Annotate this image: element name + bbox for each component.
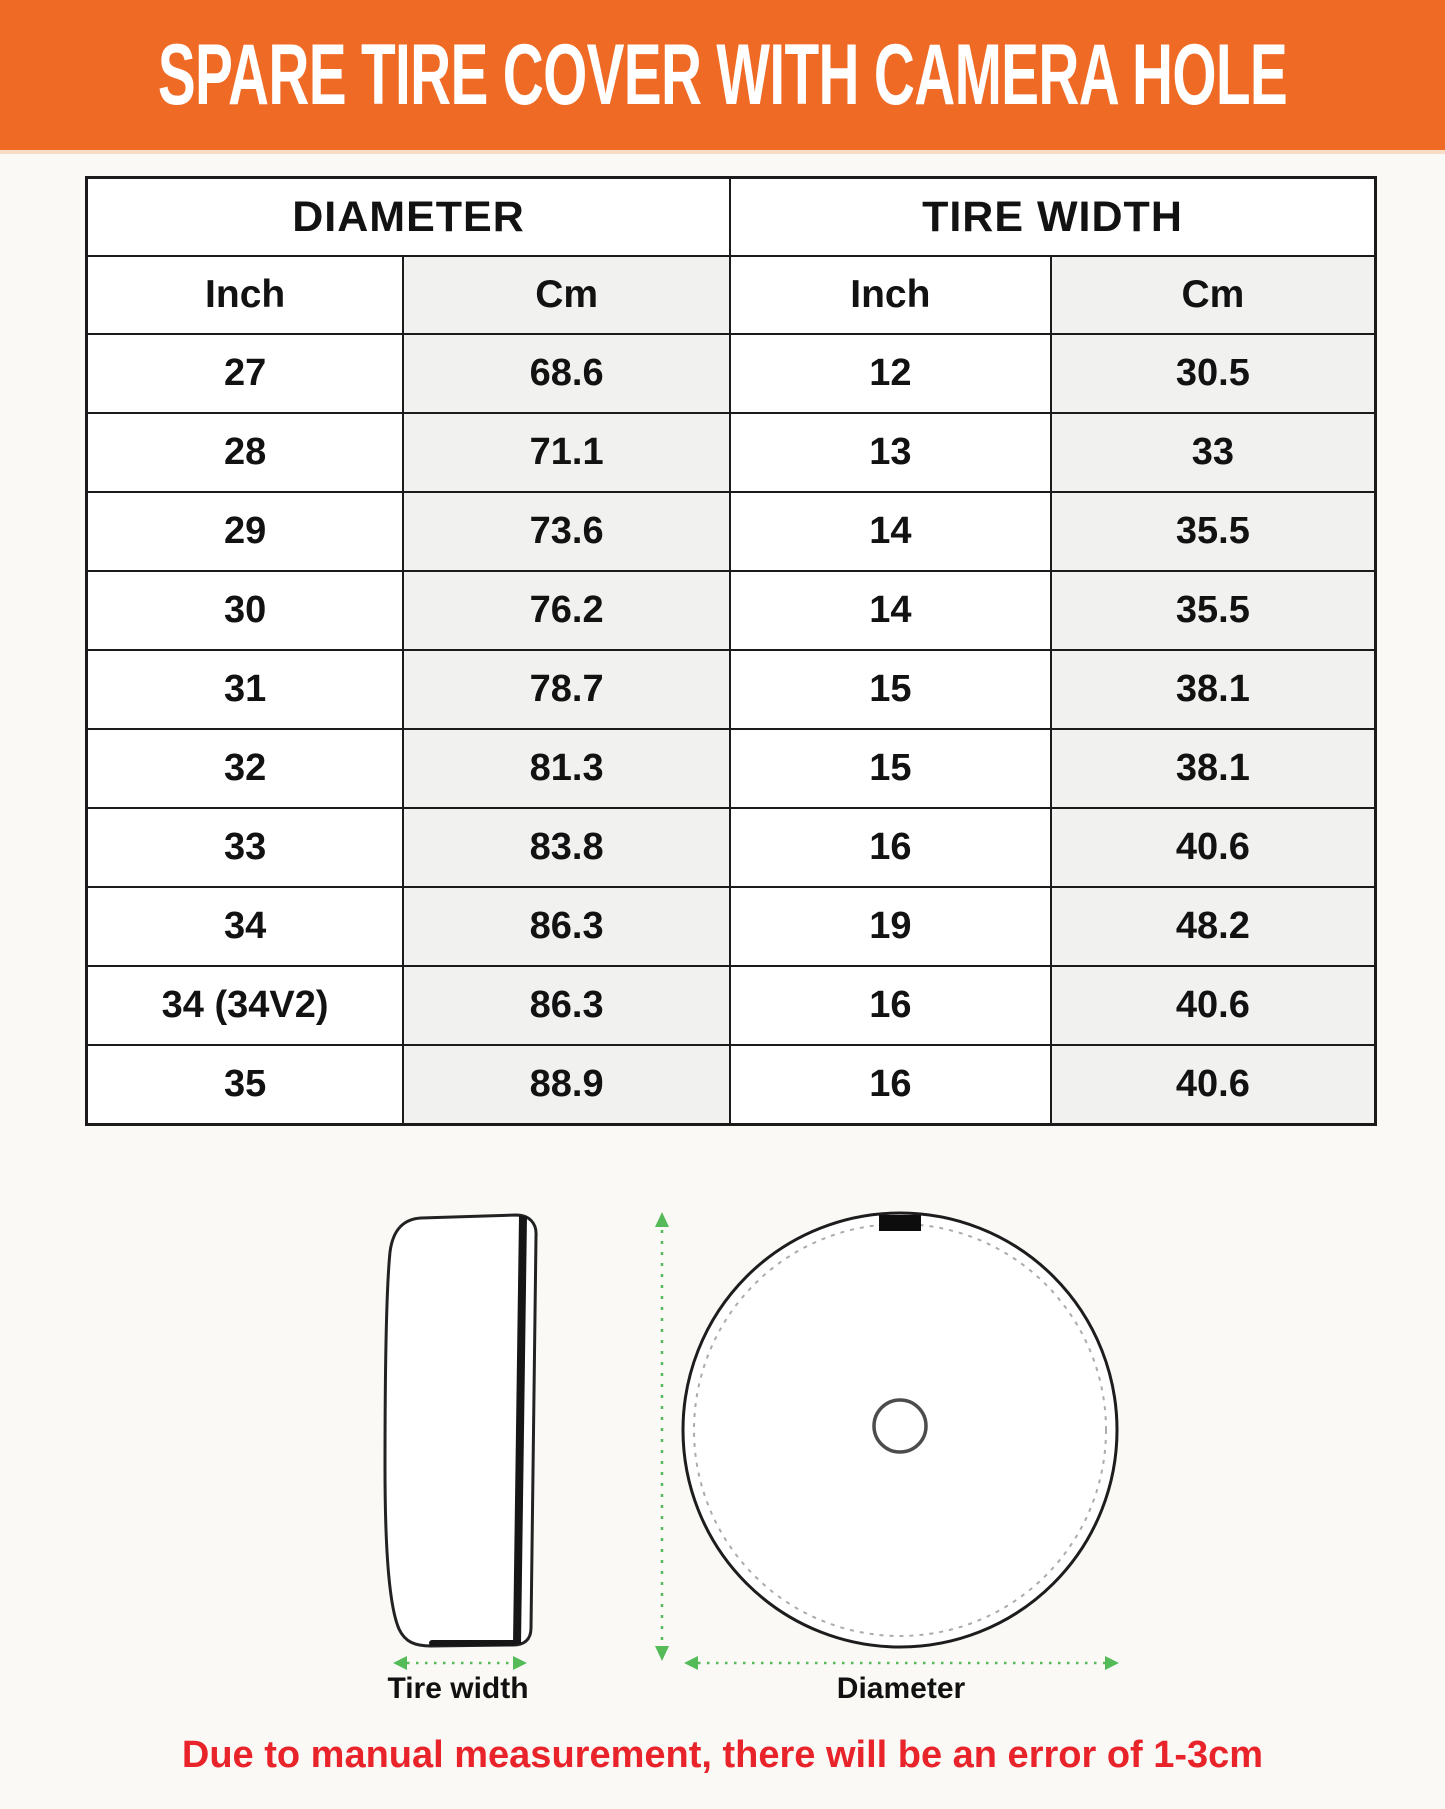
- table-body: [87, 334, 1376, 1125]
- table-cell: 86.3: [403, 887, 730, 966]
- table-cell: 73.6: [403, 492, 730, 571]
- table-cell: 30: [87, 571, 404, 650]
- tire-width-measure-arrow: [393, 1656, 527, 1670]
- table-subheader-row: [87, 256, 1376, 334]
- arrow-down-icon: [655, 1646, 669, 1661]
- table-cell: 81.3: [403, 729, 730, 808]
- column-header-diameter-inch: Inch: [87, 256, 404, 334]
- table-cell: 38.1: [1051, 650, 1376, 729]
- table-cell: 83.8: [403, 808, 730, 887]
- diameter-measure-arrow: [684, 1656, 1119, 1670]
- table-cell: 14: [730, 492, 1051, 571]
- table-row: [87, 1045, 1376, 1125]
- table-cell: 28: [87, 413, 404, 492]
- table-cell: 88.9: [403, 1045, 730, 1125]
- table-cell: 38.1: [1051, 729, 1376, 808]
- table-row: [87, 729, 1376, 808]
- table-cell: 19: [730, 887, 1051, 966]
- table-row: [87, 650, 1376, 729]
- table-cell: 15: [730, 729, 1051, 808]
- table-row: [87, 492, 1376, 571]
- size-chart-table: [85, 176, 1377, 1126]
- table-row: [87, 571, 1376, 650]
- table-cell: 33: [87, 808, 404, 887]
- table-cell: 29: [87, 492, 404, 571]
- column-header-width-inch: Inch: [730, 256, 1051, 334]
- table-cell: 35.5: [1051, 571, 1376, 650]
- table-row: [87, 413, 1376, 492]
- table-row: [87, 887, 1376, 966]
- arrow-left-icon: [684, 1656, 698, 1670]
- table-cell: 68.6: [403, 334, 730, 413]
- page-title: SPARE TIRE COVER WITH CAMERA HOLE: [157, 27, 1288, 123]
- table-row: [87, 808, 1376, 887]
- table-cell: 48.2: [1051, 887, 1376, 966]
- table-cell: 71.1: [403, 413, 730, 492]
- table-cell: 35.5: [1051, 492, 1376, 571]
- table-cell: 40.6: [1051, 808, 1376, 887]
- column-header-diameter-cm: Cm: [403, 256, 730, 334]
- table-cell: 15: [730, 650, 1051, 729]
- tire-side-view: [385, 1215, 536, 1646]
- tire-width-label: Tire width: [387, 1672, 529, 1705]
- measurement-error-note: Due to manual measurement, there will be an error of 1-3cm: [181, 1734, 1264, 1776]
- column-header-width-cm: Cm: [1051, 256, 1376, 334]
- cover-top-tab: [879, 1215, 921, 1231]
- stitch-dashed-circle: [694, 1224, 1106, 1636]
- table-cell: 35: [87, 1045, 404, 1125]
- arrow-right-icon: [513, 1656, 527, 1670]
- table-cell: 27: [87, 334, 404, 413]
- banner: [0, 0, 1445, 150]
- diameter-label: Diameter: [836, 1672, 966, 1705]
- table-cell: 86.3: [403, 966, 730, 1045]
- tire-front-view: [683, 1213, 1117, 1647]
- table-cell: 40.6: [1051, 1045, 1376, 1125]
- table-cell: 34 (34V2): [87, 966, 404, 1045]
- table-cell: 12: [730, 334, 1051, 413]
- table-group-header-row: [87, 178, 1376, 257]
- table-cell: 76.2: [403, 571, 730, 650]
- table-row: [87, 966, 1376, 1045]
- table-cell: 32: [87, 729, 404, 808]
- table-cell: 13: [730, 413, 1051, 492]
- arrow-left-icon: [393, 1656, 407, 1670]
- table-cell: 31: [87, 650, 404, 729]
- table-cell: 16: [730, 808, 1051, 887]
- table-cell: 16: [730, 1045, 1051, 1125]
- arrow-right-icon: [1105, 1656, 1119, 1670]
- table-cell: 14: [730, 571, 1051, 650]
- camera-hole: [874, 1400, 926, 1452]
- table-cell: 78.7: [403, 650, 730, 729]
- table-cell: 33: [1051, 413, 1376, 492]
- column-group-tire-width: TIRE WIDTH: [730, 178, 1376, 257]
- table-cell: 34: [87, 887, 404, 966]
- vertical-measure-line: [655, 1212, 669, 1661]
- table-cell: 16: [730, 966, 1051, 1045]
- table-cell: 30.5: [1051, 334, 1376, 413]
- banner-fade-strip: [0, 150, 1445, 154]
- arrow-up-icon: [655, 1212, 669, 1227]
- table-row: [87, 334, 1376, 413]
- column-group-diameter: DIAMETER: [87, 178, 730, 257]
- table-cell: 40.6: [1051, 966, 1376, 1045]
- cover-outline-circle: [683, 1213, 1117, 1647]
